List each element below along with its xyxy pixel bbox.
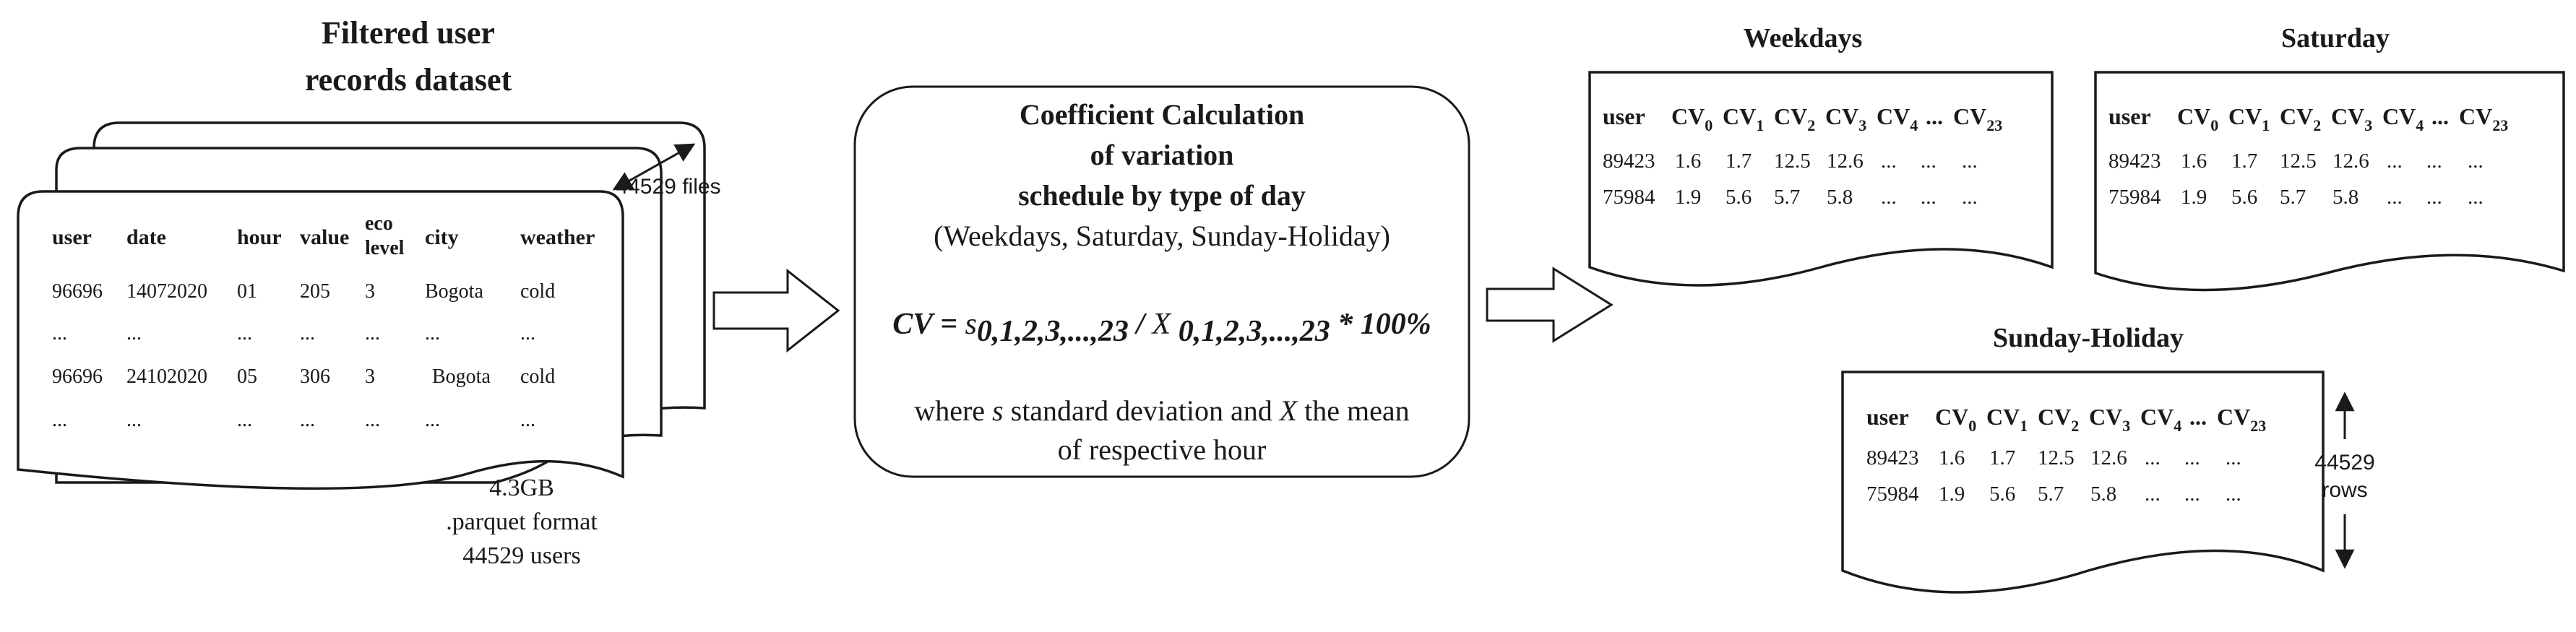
source-cell: 14072020 [126, 280, 207, 303]
saturday-title: Saturday [2281, 23, 2390, 53]
col-date: date [126, 225, 166, 249]
process-title-3: schedule by type of day [1018, 179, 1306, 212]
header-cv-4: $CV_4$ [1877, 103, 1918, 134]
source-cell: ... [520, 322, 535, 345]
table-cell: 5.6 [1989, 482, 2016, 506]
saturday-page [2095, 72, 2564, 290]
source-cell: ... [126, 409, 142, 431]
table-cell: ... [2145, 482, 2161, 506]
header-user: user [1603, 103, 1645, 129]
table-cell: 1.9 [1939, 482, 1965, 506]
header-user: user [2108, 103, 2151, 129]
header-cv-23: $CV_{23}$ [1953, 103, 2003, 134]
header-user: user [1866, 404, 1909, 430]
table-cell: 5.6 [1726, 186, 1752, 209]
source-title-line1: Filtered user [322, 15, 495, 51]
table-cell: 1.6 [2181, 150, 2207, 173]
table-cell: 75984 [1603, 186, 1655, 209]
table-cell: 1.9 [2181, 186, 2207, 209]
table-cell: 5.7 [2038, 482, 2064, 506]
source-cell: ... [365, 409, 380, 431]
table-cell: ... [1962, 150, 1978, 173]
source-cell: ... [365, 322, 380, 345]
footer-format: .parquet format [446, 508, 598, 535]
table-cell: ... [2426, 150, 2442, 173]
table-cell: 1.9 [1675, 186, 1702, 209]
header-cv-23: $CV_{23}$ [2459, 103, 2509, 134]
source-cell: ... [237, 322, 252, 345]
table-cell: 1.7 [1726, 150, 1752, 173]
header-cv-1: $CV_1$ [1723, 103, 1765, 134]
table-cell: ... [2226, 482, 2241, 506]
table-cell: ... [2184, 446, 2200, 469]
source-cell: 3 [365, 365, 375, 388]
table-cell: ... [1962, 186, 1978, 209]
table-cell: 5.7 [2280, 186, 2306, 209]
source-title-line2: records dataset [304, 62, 512, 98]
footer-size: 4.3GB [489, 475, 554, 501]
table-cell: ... [1881, 150, 1897, 173]
header-cv-23: $CV_{23}$ [2217, 404, 2267, 435]
rows-label: rows [2322, 478, 2368, 502]
note-end: the mean [1297, 394, 1410, 427]
table-cell: ... [2387, 150, 2403, 173]
formula-x-sub: 0,1,2,3,...,23 [1171, 315, 1330, 348]
weekdays-title: Weekdays [1743, 23, 1863, 53]
source-cell: ... [300, 322, 315, 345]
source-cell: 05 [237, 365, 257, 388]
table-cell: ... [1881, 186, 1897, 209]
header-cv-3: $CV_3$ [2089, 404, 2131, 435]
table-cell: ... [2426, 186, 2442, 209]
table-cell: 5.8 [2090, 482, 2117, 506]
output-sunday-holiday [1843, 323, 2323, 592]
table-cell: 12.6 [2090, 446, 2127, 469]
col-weather: weather [520, 225, 595, 249]
output-weekdays [1590, 23, 2052, 285]
sunday-holiday-title: Sunday-Holiday [1993, 323, 2184, 353]
header-cv-0: $CV_0$ [1935, 404, 1977, 435]
header-cv-2: $CV_2$ [1774, 103, 1816, 134]
table-cell: 12.5 [2038, 446, 2075, 469]
source-cell: ... [520, 409, 535, 431]
table-cell: ... [2387, 186, 2403, 209]
formula-s-sub: 0,1,2,3,...,23 [976, 315, 1129, 348]
note-mid: standard deviation and [1003, 394, 1280, 427]
output-saturday [2095, 23, 2564, 290]
files-label: 44529 files [616, 175, 721, 199]
source-cell: 306 [300, 365, 330, 388]
table-cell: 1.6 [1675, 150, 1702, 173]
flow-arrow-2 [1487, 269, 1611, 341]
col-level: level [365, 237, 405, 259]
source-cell: 96696 [52, 280, 103, 303]
source-cell: 3 [365, 280, 375, 303]
col-user: user [52, 225, 92, 249]
source-cell: 24102020 [126, 365, 207, 388]
process-title-1: Coefficient Calculation [1019, 98, 1305, 131]
formula-s: s [965, 308, 977, 341]
table-cell: ... [2468, 186, 2484, 209]
source-dataset [18, 15, 721, 569]
col-eco: eco [365, 212, 393, 235]
table-cell: 75984 [1866, 482, 1919, 506]
footer-users: 44529 users [462, 542, 581, 569]
header-cv-0: $CV_0$ [1671, 103, 1713, 134]
header-cv-3: $CV_3$ [2331, 103, 2373, 134]
col-hour: hour [237, 225, 282, 249]
formula-cv: CV = [892, 308, 965, 341]
header-cv-4: $CV_4$ [2382, 103, 2424, 134]
table-cell: 5.6 [2231, 186, 2258, 209]
header-cv-0: $CV_0$ [2177, 103, 2219, 134]
table-cell: 5.8 [2332, 186, 2359, 209]
table-cell: 12.5 [2280, 150, 2317, 173]
table-cell: ... [1921, 150, 1937, 173]
rows-count: 44529 [2314, 451, 2375, 475]
process-note-line1 [914, 394, 1409, 427]
source-cell: 96696 [52, 365, 103, 388]
header-ellipsis: ... [1926, 103, 1943, 129]
source-cell: ... [237, 409, 252, 431]
source-cell: 01 [237, 280, 257, 303]
table-cell: 89423 [2108, 150, 2161, 173]
formula-tail: * 100% [1330, 308, 1431, 341]
col-value: value [300, 225, 350, 249]
table-cell: ... [2468, 150, 2484, 173]
header-cv-1: $CV_1$ [1986, 404, 2028, 435]
table-cell: 5.7 [1774, 186, 1801, 209]
table-cell: 12.6 [1827, 150, 1864, 173]
flow-arrow-1 [714, 271, 838, 350]
header-cv-2: $CV_2$ [2280, 103, 2322, 134]
note-s: s [992, 394, 1004, 427]
header-cv-4: $CV_4$ [2140, 404, 2182, 435]
source-cell: ... [52, 409, 67, 431]
source-cell: cold [520, 280, 556, 303]
table-cell: ... [2184, 482, 2200, 506]
table-cell: ... [2145, 446, 2161, 469]
header-ellipsis: ... [2431, 103, 2449, 129]
header-cv-1: $CV_1$ [2228, 103, 2270, 134]
table-cell: 75984 [2108, 186, 2161, 209]
table-cell: 12.5 [1774, 150, 1811, 173]
source-cell: ... [425, 322, 440, 345]
note-x: X [1279, 394, 1298, 427]
header-cv-2: $CV_2$ [2038, 404, 2080, 435]
process-note-line2: of respective hour [1057, 433, 1267, 466]
note-where: where [914, 394, 993, 427]
source-cell: cold [520, 365, 556, 388]
source-cell: ... [126, 322, 142, 345]
table-cell: 5.8 [1827, 186, 1853, 209]
table-cell: 89423 [1603, 150, 1655, 173]
header-ellipsis: ... [2189, 404, 2207, 430]
source-cell: Bogota [432, 365, 491, 388]
source-cell: 205 [300, 280, 330, 303]
process-box [855, 87, 1469, 477]
source-cell: ... [300, 409, 315, 431]
table-cell: ... [1921, 186, 1937, 209]
col-city: city [425, 225, 459, 249]
table-cell: 12.6 [2332, 150, 2369, 173]
formula-div: / [1128, 308, 1153, 341]
source-cell: ... [425, 409, 440, 431]
header-cv-3: $CV_3$ [1825, 103, 1867, 134]
process-title-2: of variation [1090, 139, 1234, 171]
table-cell: 1.7 [1989, 446, 2016, 469]
table-cell: ... [2226, 446, 2241, 469]
formula-x: X [1152, 308, 1171, 341]
table-cell: 1.7 [2231, 150, 2258, 173]
source-cell: ... [52, 322, 67, 345]
process-subtitle: (Weekdays, Saturday, Sunday-Holiday) [934, 220, 1390, 252]
table-cell: 89423 [1866, 446, 1919, 469]
table-cell: 1.6 [1939, 446, 1965, 469]
source-cell: Bogota [425, 280, 483, 303]
